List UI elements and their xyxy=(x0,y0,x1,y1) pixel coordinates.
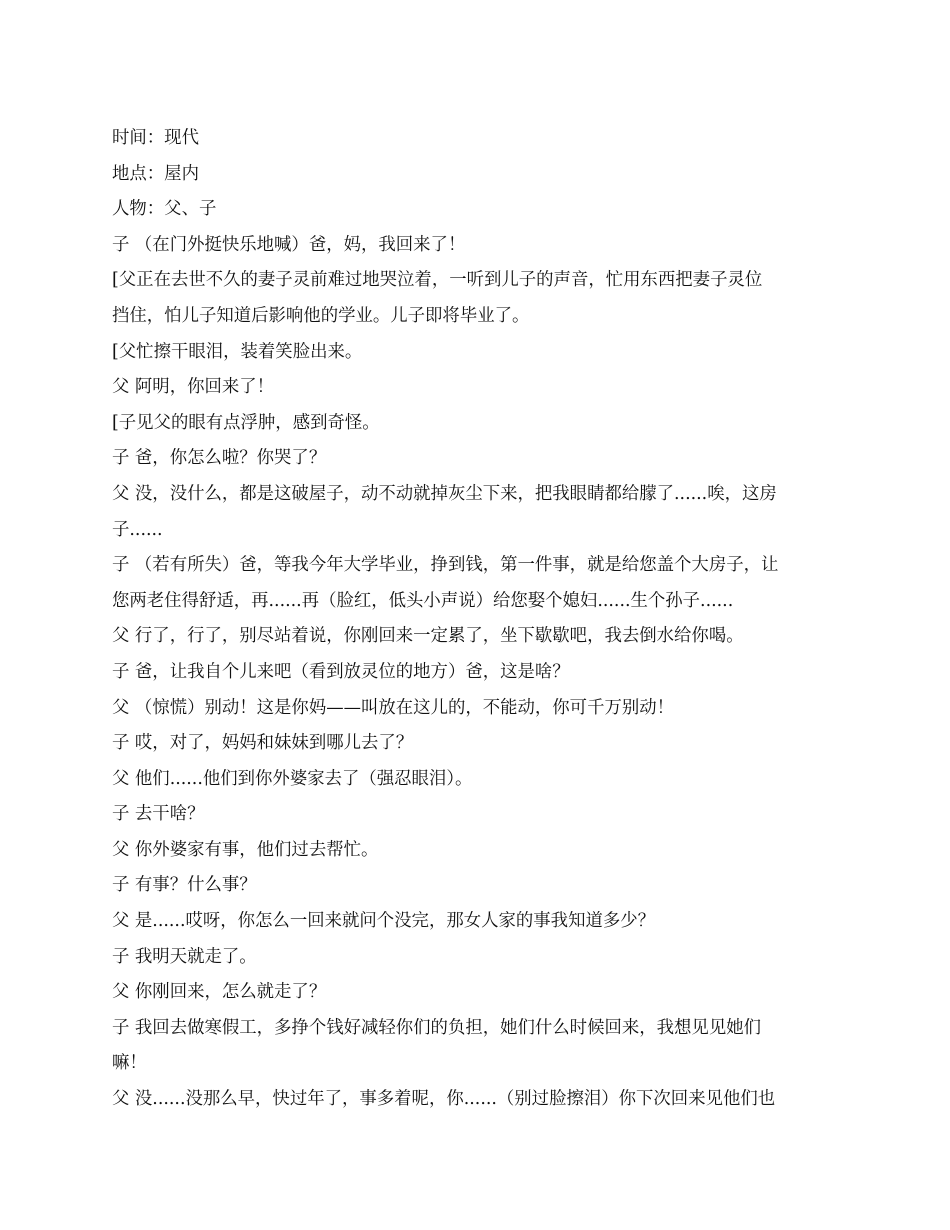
text-line-place: 地点：屋内 xyxy=(112,163,199,184)
stage-direction-line: [父正在去世不久的妻子灵前难过地哭泣着，一听到儿子的声音，忙用东西把妻子灵位 xyxy=(112,270,763,291)
dialogue-line: 子 我回去做寒假工，多挣个钱好减轻你们的负担，她们什么时候回来，我想见见她们 xyxy=(112,1017,761,1038)
dialogue-line: 子 （在门外挺快乐地喊）爸，妈，我回来了！ xyxy=(112,234,466,255)
text-line-characters: 人物：父、子 xyxy=(112,199,217,220)
dialogue-line: 父 你刚回来，怎么就走了？ xyxy=(112,982,327,1003)
dialogue-line: 父 你外婆家有事，他们过去帮忙。 xyxy=(112,839,379,860)
dialogue-line: 子...... xyxy=(112,519,163,540)
dialogue-line: 嘛！ xyxy=(112,1053,147,1074)
text-line-time: 时间：现代 xyxy=(112,128,199,148)
stage-direction-line: 挡住，怕儿子知道后影响他的学业。儿子即将毕业了。 xyxy=(112,305,530,326)
dialogue-line: 父 他们......他们到你外婆家去了（强忍眼泪）。 xyxy=(112,768,473,789)
dialogue-line: 父 没，没什么，都是这破屋子，动不动就掉灰尘下来，把我眼睛都给朦了......唉，这房 xyxy=(112,483,777,504)
dialogue-line: 父 （惊慌）别动！这是你妈——叫放在这儿的，不能动，你可千万别动！ xyxy=(112,697,675,718)
dialogue-line: 子 去干啥？ xyxy=(112,804,205,825)
dialogue-line: 子 （若有所失）爸，等我今年大学毕业，挣到钱，第一件事，就是给您盖个大房子，让 xyxy=(112,555,779,576)
script-text xyxy=(112,121,830,1118)
dialogue-line: 父 行了，行了，别尽站着说，你刚回来一定累了，坐下歇歇吧，我去倒水给你喝。 xyxy=(112,626,744,647)
dialogue-line: 父 没......没那么早，快过年了，事多着呢，你......（别过脸擦泪）你下次回来见他们也 xyxy=(112,1089,776,1110)
dialogue-line: 子 爸，你怎么啦？你哭了？ xyxy=(112,448,327,469)
stage-direction-line: [父忙擦干眼泪，装着笑脸出来。 xyxy=(112,341,363,362)
dialogue-line: 子 我明天就走了。 xyxy=(112,946,257,967)
dialogue-line: 子 爸，让我自个儿来吧（看到放灵位的地方）爸，这是啥？ xyxy=(112,661,570,682)
dialogue-line: 子 哎，对了，妈妈和妹妹到哪儿去了？ xyxy=(112,733,414,754)
dialogue-line: 父 是......哎呀，你怎么一回来就问个没完，那女人家的事我知道多少？ xyxy=(112,911,656,932)
dialogue-line: 父 阿明，你回来了！ xyxy=(112,377,275,398)
dialogue-line: 您两老住得舒适，再......再（脸红，低头小声说）给您娶个媳妇......生个孙子...... xyxy=(112,590,734,611)
stage-direction-line: [子见父的眼有点浮肿，感到奇怪。 xyxy=(112,412,380,433)
dialogue-line: 子 有事？什么事？ xyxy=(112,875,257,896)
